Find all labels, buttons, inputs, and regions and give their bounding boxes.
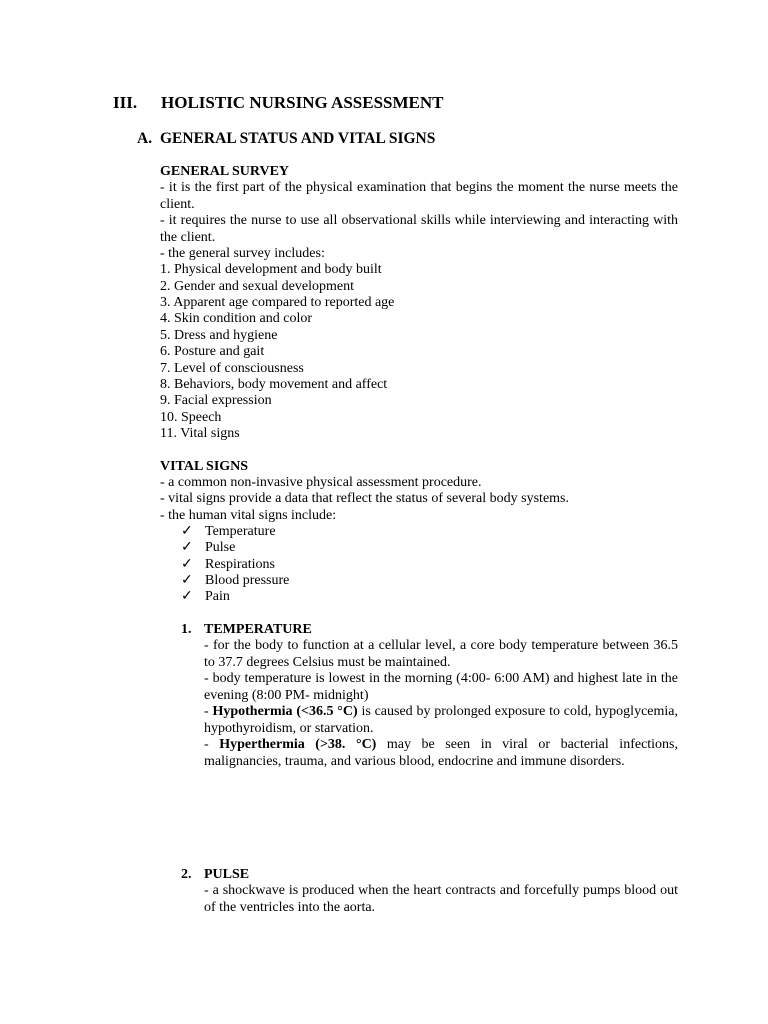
subsection-title: GENERAL STATUS AND VITAL SIGNS [160, 130, 436, 147]
checkmark-icon: ✓ [181, 557, 193, 572]
pulse-heading: PULSE [204, 867, 250, 882]
pulse-para-1: - a shockwave is produced when the heart contracts and forcefully pumps blood out of the ventricles into the aorta. [204, 883, 678, 915]
general-survey-para-1: - it is the first part of the physical examination that begins the moment the nurse meets the client. [160, 180, 678, 212]
vital-sign-item: Temperature [205, 524, 276, 539]
vital-signs-line-2: - vital signs provide a data that reflect the status of several body systems. [160, 491, 570, 506]
list-item: 9. Facial expression [160, 393, 272, 408]
hyperthermia-term: Hyperthermia (>38. °C) [219, 737, 377, 752]
list-item: 5. Dress and hygiene [160, 328, 278, 343]
pulse-number: 2. [181, 867, 192, 882]
vital-sign-item: Respirations [205, 557, 275, 572]
temperature-para-2: - body temperature is lowest in the morning (4:00- 6:00 AM) and highest late in the evening (8:00 PM- midnight) [204, 671, 678, 703]
general-survey-para-2: - it requires the nurse to use all observational skills while interviewing and interacting with the client. [160, 213, 678, 245]
vital-sign-item: Pain [205, 589, 230, 604]
subsection-letter: A. [137, 130, 153, 147]
hyperthermia-dash: - [204, 737, 220, 752]
hyperthermia-text: may be seen in viral or bacterial infections, malignancies, trauma, and various blood, endocrine and immune disorders. [204, 737, 679, 769]
list-item: 2. Gender and sexual development [160, 279, 354, 294]
general-survey-heading: GENERAL SURVEY [160, 164, 290, 179]
list-item: 7. Level of consciousness [160, 361, 304, 376]
hyperthermia-paragraph [204, 737, 678, 770]
list-item: 10. Speech [160, 410, 222, 425]
hypothermia-text: is caused by prolonged exposure to cold, hypoglycemia, hypothyroidism, or starvation. [204, 704, 678, 736]
checkmark-icon: ✓ [181, 524, 193, 539]
vital-signs-line-3: - the human vital signs include: [160, 508, 337, 523]
checkmark-icon: ✓ [181, 540, 193, 555]
vital-signs-heading: VITAL SIGNS [160, 459, 249, 474]
temperature-number: 1. [181, 622, 192, 637]
list-item: 4. Skin condition and color [160, 311, 313, 326]
list-item: 3. Apparent age compared to reported age [160, 295, 395, 310]
vital-sign-item: Blood pressure [205, 573, 290, 588]
hypothermia-dash: - [204, 704, 213, 719]
section-number: III. [113, 93, 138, 112]
hypothermia-term: Hypothermia (<36.5 °C) [212, 704, 358, 719]
list-item: 8. Behaviors, body movement and affect [160, 377, 388, 392]
vital-sign-item: Pulse [205, 540, 236, 555]
temperature-para-1: - for the body to function at a cellular level, a core body temperature between 36.5 to 37.7 degrees Celsius must be maintained. [204, 638, 678, 670]
vital-signs-line-1: - a common non-invasive physical assessment procedure. [160, 475, 482, 490]
checkmark-icon: ✓ [181, 573, 193, 588]
general-survey-para-3: - the general survey includes: [160, 246, 325, 261]
temperature-heading: TEMPERATURE [204, 622, 312, 637]
list-item: 1. Physical development and body built [160, 262, 382, 277]
section-title: HOLISTIC NURSING ASSESSMENT [161, 93, 444, 112]
hypothermia-paragraph [204, 704, 678, 737]
checkmark-icon: ✓ [181, 589, 193, 604]
list-item: 6. Posture and gait [160, 344, 265, 359]
list-item: 11. Vital signs [160, 426, 240, 441]
